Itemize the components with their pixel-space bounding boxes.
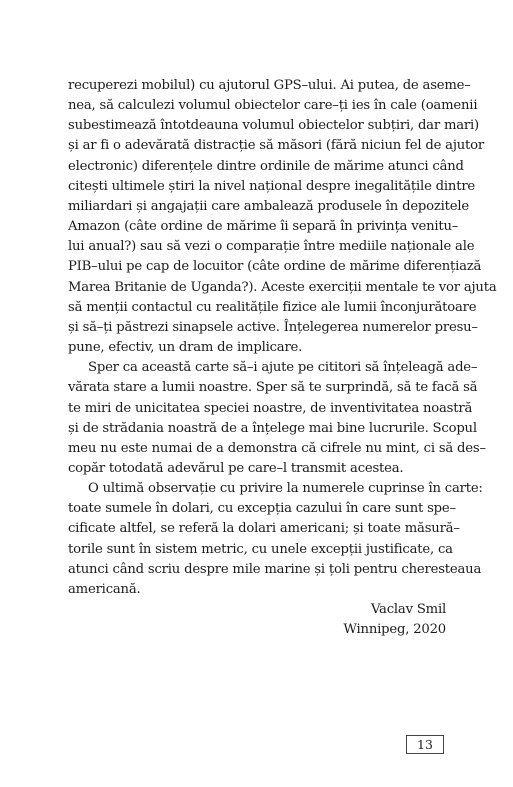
text-line: americană. [68,581,141,597]
text-line: cificate altfel, se referă la dolari americani; și toate măsură– [68,521,460,537]
text-line: și să–ți păstrezi sinapsele active. Înțelegerea numerelor presu– [68,319,478,335]
text-line: toate sumele în dolari, cu excepția cazului în care sunt spe– [68,501,456,517]
text-line: meu nu este numai de a demonstra că cifrele nu mint, ci să des– [68,440,486,456]
text-line: recuperezi mobilul) cu ajutorul GPS–ului. Ai putea, de aseme– [68,78,471,93]
text-line: citești ultimele știri la nivel național despre inegalitățile dintre [68,178,476,194]
text-line: Amazon (câte ordine de mărime îi separă în privința venitu– [68,219,459,235]
text-line: electronic) diferențele dintre ordinile de mărime atunci când [68,158,464,174]
text-line: și ar fi o adevărată distracție să măsori (fără niciun fel de ajutor [68,138,484,154]
paragraph-1 [68,76,497,358]
paragraph-3 [68,479,483,600]
paragraph-2 [68,358,486,479]
text-line: copăr totodată adevărul pe care–l transmit acestea. [68,460,404,476]
text-line: pune, efectiv, un dram de implicare. [68,340,303,356]
text-line: și de strădania noastră de a înțelege mai bine lucrurile. Scopul [68,420,477,436]
text-line: nea, să calculezi volumul obiectelor care–ți ies în cale (oamenii [68,98,478,114]
text-line: PIB–ului pe cap de locuitor (câte ordine de mărime diferențiază [68,259,482,275]
text-line: torile sunt în sistem metric, cu unele excepții justificate, ca [68,541,453,557]
text-line: O ultimă observație cu privire la numerele cuprinse în carte: [88,481,483,497]
page-number: 13 [406,735,444,754]
text-line: atunci când scriu despre mile marine și țoli pentru cheresteaua [68,561,482,577]
text-line: Sper ca această carte să–i ajute pe cititori să înțeleagă ade– [88,360,478,376]
text-line: să menții contactul cu realitățile fizice ale lumii înconjurătoare [68,299,477,315]
signature-author: Vaclav Smil [370,602,446,618]
text-line: te miri de unicitatea speciei noastre, de inventivitatea noastră [68,400,473,416]
text-line: vărata stare a lumii noastre. Sper să te surprindă, să te facă să [68,380,478,396]
text-line: miliardari și angajații care ambalează produsele în depozitele [68,198,469,214]
text-line: Marea Britanie de Uganda?). Aceste exerciții mentale te vor ajuta [68,279,497,295]
text-line: lui anual?) sau să vezi o comparație între mediile naționale ale [68,239,475,255]
text-line: subestimează întotdeauna volumul obiectelor subțiri, dar mari) [68,118,479,134]
body-text [68,76,497,640]
signature-place-date: Winnipeg, 2020 [343,622,446,638]
